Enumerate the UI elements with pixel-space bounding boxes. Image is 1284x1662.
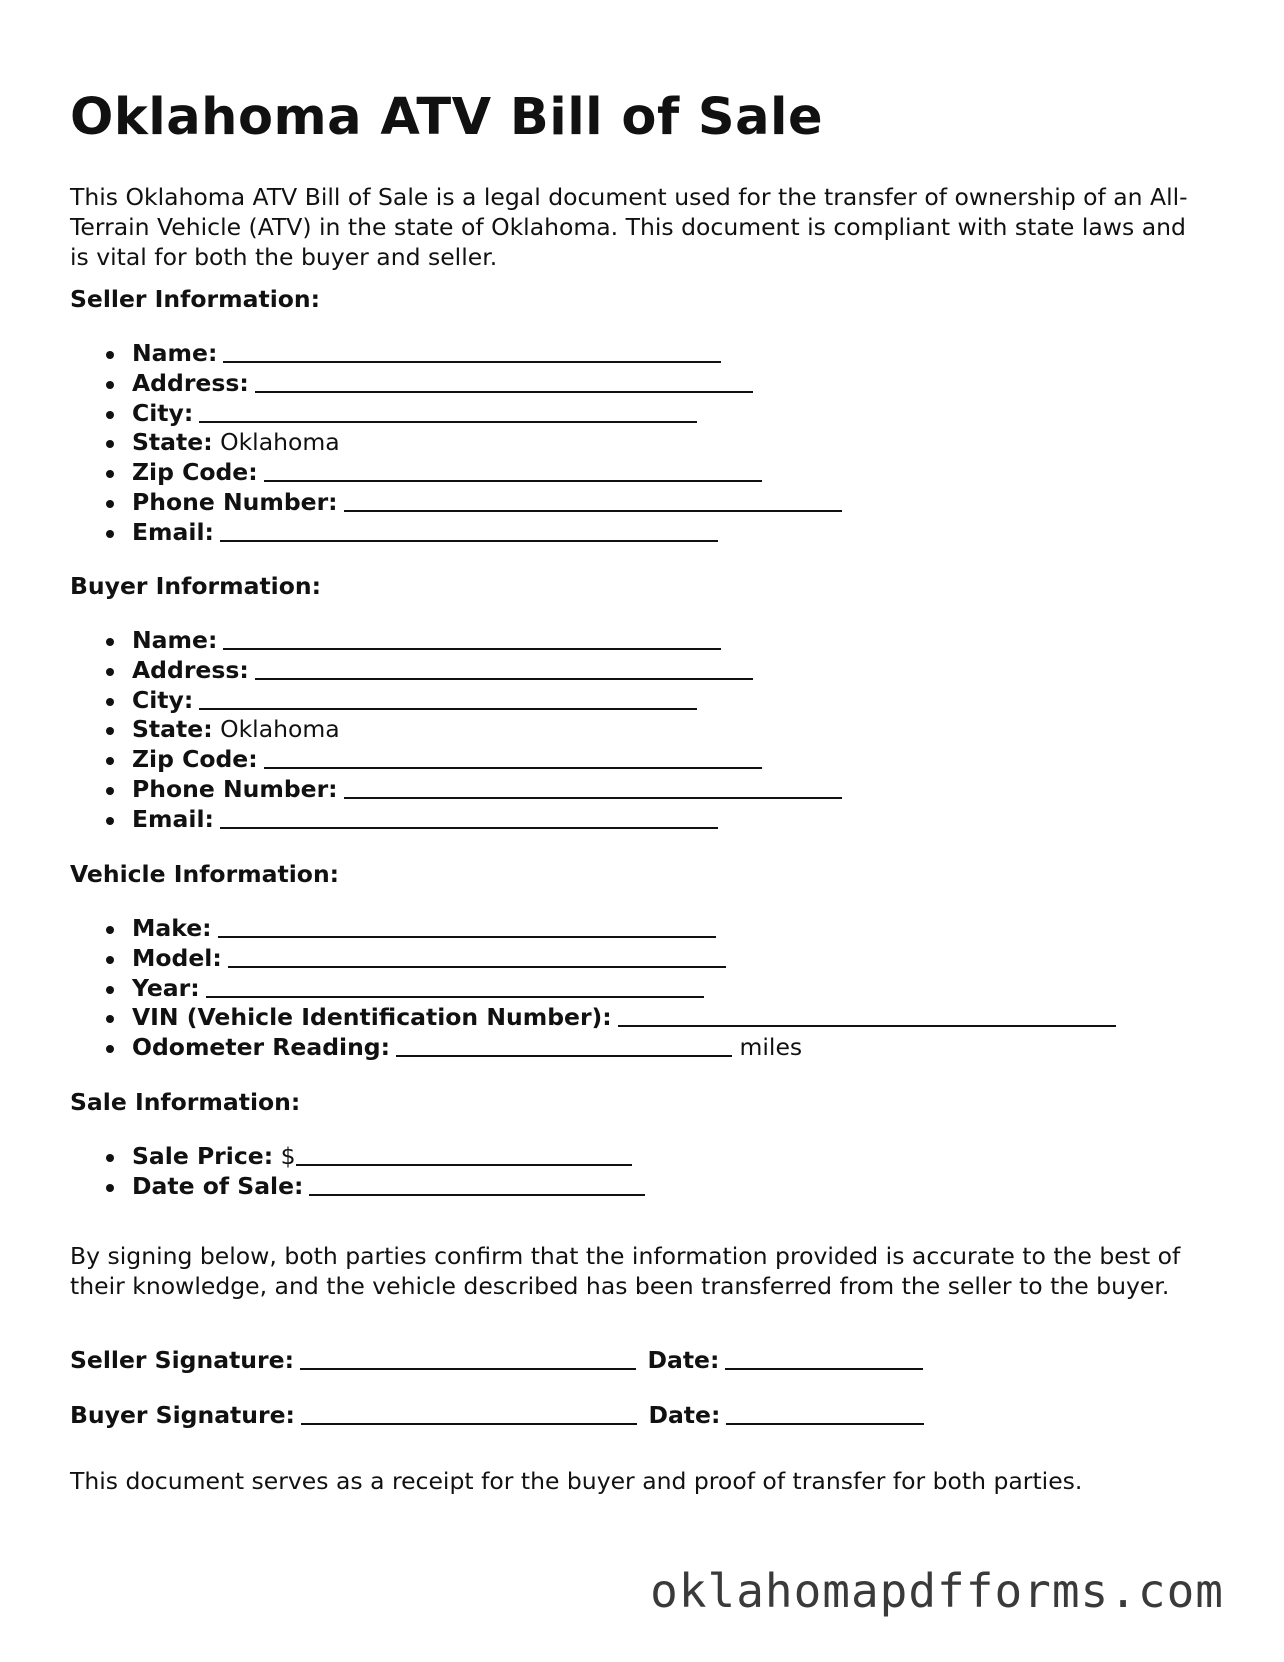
seller-city-field: City: [70,399,842,429]
vehicle-year-blank[interactable] [206,974,704,998]
confirmation-paragraph: By signing below, both parties confirm that the information provided is accurate to the best of their knowledge, and the vehicle described has been transferred from the seller to the buyer. [70,1242,1181,1300]
buyer-zip-blank[interactable] [264,745,762,769]
vehicle-model-field: Model: [70,944,1116,974]
vehicle-vin-field: VIN (Vehicle Identification Number): [70,1003,1116,1033]
vehicle-year-field: Year: [70,974,1116,1004]
seller-phone-blank[interactable] [344,488,842,512]
vehicle-section-heading: Vehicle Information: [70,860,340,888]
vehicle-model-blank[interactable] [228,944,726,968]
seller-address-field: Address: [70,369,842,399]
seller-zip-blank[interactable] [264,458,762,482]
vehicle-odometer-field: Odometer Reading: miles [70,1033,1116,1063]
vehicle-make-blank[interactable] [218,914,716,938]
seller-date-blank[interactable] [725,1346,923,1370]
footer-brand: oklahomapdfforms.com [650,1564,1224,1618]
buyer-zip-field: Zip Code: [70,745,842,775]
buyer-section-heading: Buyer Information: [70,572,322,600]
buyer-name-field: Name: [70,626,842,656]
seller-email-field: Email: [70,518,842,548]
odometer-unit: miles [739,1033,803,1062]
buyer-phone-blank[interactable] [344,775,842,799]
buyer-state-field: State: Oklahoma [70,715,842,745]
sale-price-field: Sale Price: $ [70,1142,645,1172]
intro-paragraph: This Oklahoma ATV Bill of Sale is a legal document used for the transfer of ownership of an All-Terrain Vehicle (ATV) in the state of Oklahoma. This document is compliant with state laws and is vital for both the buyer and seller. [70,183,1188,271]
seller-section-heading: Seller Information: [70,285,321,313]
buyer-signature-blank[interactable] [301,1401,637,1425]
buyer-city-blank[interactable] [199,686,697,710]
sale-date-blank[interactable] [309,1172,645,1196]
seller-signature-row [70,1346,923,1374]
buyer-email-blank[interactable] [220,805,718,829]
buyer-name-blank[interactable] [223,626,721,650]
seller-signature-label: Seller Signature: [70,1346,294,1374]
closing-paragraph: This document serves as a receipt for the buyer and proof of transfer for both parties. [70,1467,1083,1495]
buyer-address-blank[interactable] [255,656,753,680]
vehicle-odometer-blank[interactable] [396,1033,732,1057]
buyer-state-value: Oklahoma [220,715,340,744]
seller-state-value: Oklahoma [220,428,340,457]
buyer-date-label: Date: [648,1401,721,1429]
currency-symbol: $ [280,1142,296,1170]
seller-date-label: Date: [647,1346,720,1374]
seller-zip-field: Zip Code: [70,458,842,488]
vehicle-make-field: Make: [70,914,1116,944]
buyer-signature-label: Buyer Signature: [70,1401,295,1429]
buyer-email-field: Email: [70,805,842,835]
seller-email-blank[interactable] [220,518,718,542]
vehicle-vin-blank[interactable] [618,1003,1116,1027]
seller-city-blank[interactable] [199,399,697,423]
sale-section-heading: Sale Information: [70,1088,301,1116]
buyer-date-blank[interactable] [726,1401,924,1425]
seller-state-field: State: Oklahoma [70,428,842,458]
sale-field-list [70,1142,645,1202]
seller-name-field: Name: [70,339,842,369]
vehicle-field-list [70,914,1116,1063]
seller-signature-blank[interactable] [300,1346,636,1370]
sale-date-field: Date of Sale: [70,1172,645,1202]
seller-address-blank[interactable] [255,369,753,393]
buyer-address-field: Address: [70,656,842,686]
buyer-field-list [70,626,842,835]
seller-phone-field: Phone Number: [70,488,842,518]
sale-price-blank[interactable] [296,1142,632,1166]
page-title: Oklahoma ATV Bill of Sale [70,88,824,147]
buyer-signature-row [70,1401,924,1429]
seller-field-list [70,339,842,548]
buyer-phone-field: Phone Number: [70,775,842,805]
buyer-city-field: City: [70,686,842,716]
seller-name-blank[interactable] [223,339,721,363]
